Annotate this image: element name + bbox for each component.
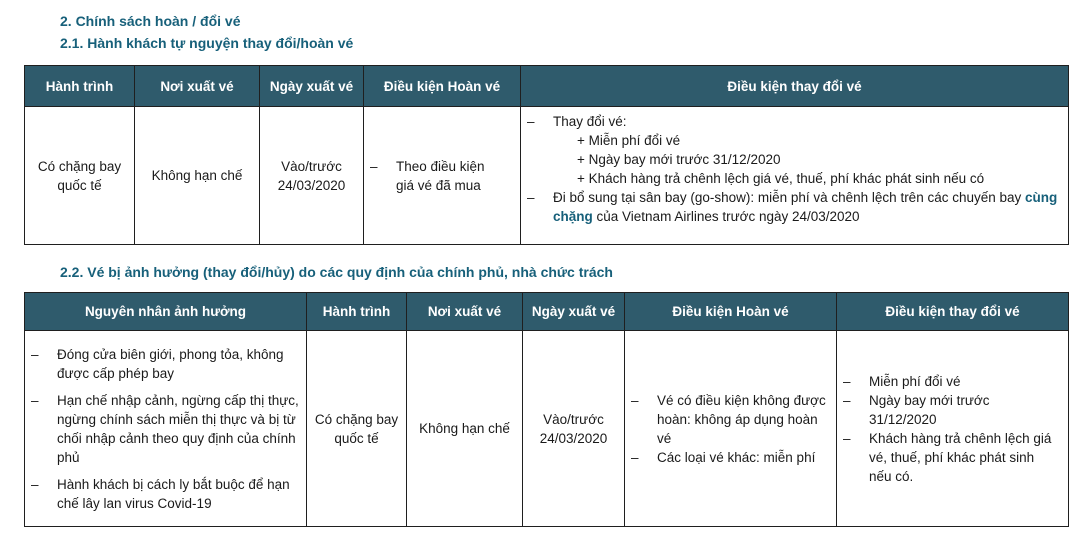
change-list — [521, 112, 1068, 226]
cause-cell — [25, 331, 307, 527]
col-header-cause: Nguyên nhân ảnh hưởng — [25, 293, 307, 331]
list-item: + Khách hàng trả chênh lệch giá vé, thuế, phí khác phát sinh nếu có — [577, 169, 1068, 188]
route-text: Có chặng bay quốc tế — [37, 158, 122, 193]
change-cell — [521, 107, 1069, 245]
col-header-issue-place: Nơi xuất vé — [407, 293, 523, 331]
voluntary-change-table — [24, 65, 1069, 245]
table-row — [25, 331, 1069, 527]
col-header-issue-date: Ngày xuất vé — [260, 66, 364, 107]
subsection-title-2-2: 2.2. Vé bị ảnh hưởng (thay đổi/hủy) do các quy định của chính phủ, nhà chức trách — [60, 264, 613, 280]
refund-cell — [625, 331, 837, 527]
col-header-change: Điều kiện thay đổi vé — [521, 66, 1069, 107]
government-affected-table — [24, 292, 1069, 527]
list-item — [521, 188, 1068, 226]
list-item: – Khách hàng trả chênh lệch giá vé, thuế, phí khác phát sinh nếu có. — [837, 429, 1060, 486]
route-cell — [307, 331, 407, 527]
issue-date-cell — [260, 107, 364, 245]
goshow-text-end: của Vietnam Airlines trước ngày 24/03/2020 — [592, 209, 860, 224]
col-header-refund: Điều kiện Hoàn vé — [625, 293, 837, 331]
list-item: – Các loại vé khác: miễn phí — [625, 448, 828, 467]
list-item: – Hạn chế nhập cảnh, ngừng cấp thị thực, ngừng chính sách miễn thị thực và bị từ chối nhập cảnh theo quy định của chính phủ — [25, 391, 300, 467]
table-header-row — [25, 66, 1069, 107]
list-item: – Đóng cửa biên giới, phong tỏa, không được cấp phép bay — [25, 345, 300, 383]
issue-date-text: Vào/trước 24/03/2020 — [277, 158, 346, 193]
refund-list — [364, 157, 520, 195]
col-header-route: Hành trình — [25, 66, 135, 107]
issue-date-text: Vào/trước 24/03/2020 — [539, 411, 608, 446]
route-cell — [25, 107, 135, 245]
route-text: Có chặng bay quốc tế — [314, 411, 399, 446]
issue-date-cell — [523, 331, 625, 527]
list-item: – Ngày bay mới trước 31/12/2020 — [837, 391, 1060, 429]
table-header-row — [25, 293, 1069, 331]
change-cell — [837, 331, 1069, 527]
section-title: 2. Chính sách hoàn / đổi vé — [60, 13, 241, 29]
issue-place-cell — [407, 331, 523, 527]
col-header-route: Hành trình — [307, 293, 407, 331]
goshow-text: Đi bổ sung tại sân bay (go-show): miễn phí và chênh lệch trên các chuyến bay — [553, 190, 1022, 205]
issue-place-text: Không hạn chế — [151, 168, 243, 183]
subsection-title-2-1: 2.1. Hành khách tự nguyện thay đổi/hoàn vé — [60, 35, 354, 51]
list-item: – Vé có điều kiện không được hoàn: không áp dụng hoàn vé — [625, 391, 828, 448]
change-list — [837, 372, 1068, 486]
issue-place-text: Không hạn chế — [419, 421, 510, 436]
col-header-issue-date: Ngày xuất vé — [523, 293, 625, 331]
table-row — [25, 107, 1069, 245]
change-plus-list — [553, 131, 1068, 188]
list-item: – Theo điều kiện giá vé đã mua — [364, 157, 500, 195]
list-item: + Miễn phí đổi vé — [577, 131, 1068, 150]
col-header-refund: Điều kiện Hoàn vé — [364, 66, 521, 107]
col-header-issue-place: Nơi xuất vé — [135, 66, 260, 107]
issue-place-cell — [135, 107, 260, 245]
refund-cell — [364, 107, 521, 245]
list-item: – Hành khách bị cách ly bắt buộc để hạn chế lây lan virus Covid-19 — [25, 475, 300, 513]
refund-list — [625, 391, 836, 467]
change-intro: Thay đổi vé: — [553, 114, 627, 129]
col-header-change: Điều kiện thay đổi vé — [837, 293, 1069, 331]
goshow-highlight: cùng chặng — [553, 190, 1058, 224]
list-item — [521, 112, 1068, 188]
cause-list — [25, 345, 306, 513]
list-item: – Miễn phí đổi vé — [837, 372, 1060, 391]
list-item: + Ngày bay mới trước 31/12/2020 — [577, 150, 1068, 169]
